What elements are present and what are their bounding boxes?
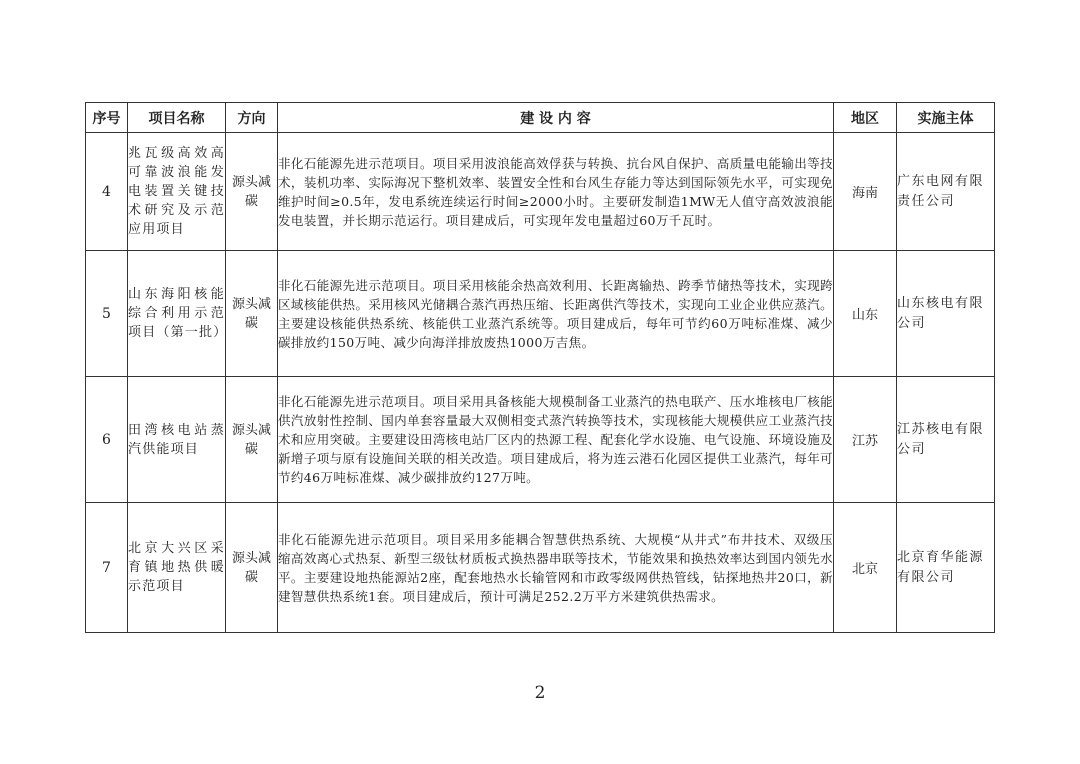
row-num: 4 [86, 133, 128, 251]
row-num: 6 [86, 377, 128, 503]
row-region: 江苏 [834, 377, 897, 503]
header-name: 项目名称 [128, 103, 226, 133]
row-region: 北京 [834, 503, 897, 633]
row-entity: 山东核电有限公司 [897, 251, 995, 377]
row-project-name: 山东海阳核能综合利用示范项目（第一批） [128, 251, 226, 377]
header-entity: 实施主体 [897, 103, 995, 133]
row-content: 非化石能源先进示范项目。项目采用具备核能大规模制备工业蒸汽的热电联产、压水堆核电厂核能供汽放射性控制、国内单套容量最大双侧相变式蒸汽转换等技术，实现核能大规模供应工业蒸汽技术和应用突破。主要建设田湾核电站厂区内的热源工程、配套化学水设施、电气设施、环境设施及新增子项与原有设施间关联的相关改造。项目建成后，将为连云港石化园区提供工业蒸汽，每年可节约46万吨标准煤、减少碳排放约127万吨。 [278, 377, 834, 503]
row-region: 山东 [834, 251, 897, 377]
row-entity: 广东电网有限责任公司 [897, 133, 995, 251]
table-row [86, 503, 995, 633]
row-direction: 源头减碳 [226, 251, 278, 377]
row-num: 5 [86, 251, 128, 377]
row-entity: 北京育华能源有限公司 [897, 503, 995, 633]
row-content: 非化石能源先进示范项目。项目采用核能余热高效利用、长距离输热、跨季节储热等技术，实现跨区域核能供热。采用核风光储耦合蒸汽再热压缩、长距离供汽等技术，实现向工业企业供应蒸汽。主要建设核能供热系统、核能供工业蒸汽系统等。项目建成后，每年可节约60万吨标准煤、减少碳排放约150万吨、减少向海洋排放废热1000万吉焦。 [278, 251, 834, 377]
row-region: 海南 [834, 133, 897, 251]
row-num: 7 [86, 503, 128, 633]
header-direction: 方向 [226, 103, 278, 133]
row-content: 非化石能源先进示范项目。项目采用波浪能高效俘获与转换、抗台风自保护、高质量电能输出等技术，装机功率、实际海况下整机效率、装置安全性和台风生存能力等达到国际领先水平，可实现免维护时间≥0.5年，发电系统连续运行时间≥2000小时。主要研发制造1MW无人值守高效波浪能发电装置，并长期示范运行。项目建成后，可实现年发电量超过60万千瓦时。 [278, 133, 834, 251]
row-project-name: 兆瓦级高效高可靠波浪能发电装置关键技术研究及示范应用项目 [128, 133, 226, 251]
header-num: 序号 [86, 103, 128, 133]
row-direction: 源头减碳 [226, 133, 278, 251]
table-header-row [86, 103, 995, 133]
header-region: 地区 [834, 103, 897, 133]
row-project-name: 北京大兴区采育镇地热供暖示范项目 [128, 503, 226, 633]
row-direction: 源头减碳 [226, 503, 278, 633]
page-number: 2 [534, 683, 546, 703]
row-entity: 江苏核电有限公司 [897, 377, 995, 503]
row-direction: 源头减碳 [226, 377, 278, 503]
table-row [86, 377, 995, 503]
projects-table [85, 102, 995, 633]
table-row [86, 133, 995, 251]
header-content: 建 设 内 容 [278, 103, 834, 133]
row-project-name: 田湾核电站蒸汽供能项目 [128, 377, 226, 503]
table-row [86, 251, 995, 377]
row-content: 非化石能源先进示范项目。项目采用多能耦合智慧供热系统、大规模“从井式”布井技术、双级压缩高效离心式热泵、新型三级钛材质板式换热器串联等技术，节能效果和换热效率达到国内领先水平。主要建设地热能源站2座，配套地热水长输管网和市政零级网供热管线，钻探地热井20口，新建智慧供热系统1套。项目建成后，预计可满足252.2万平方米建筑供热需求。 [278, 503, 834, 633]
